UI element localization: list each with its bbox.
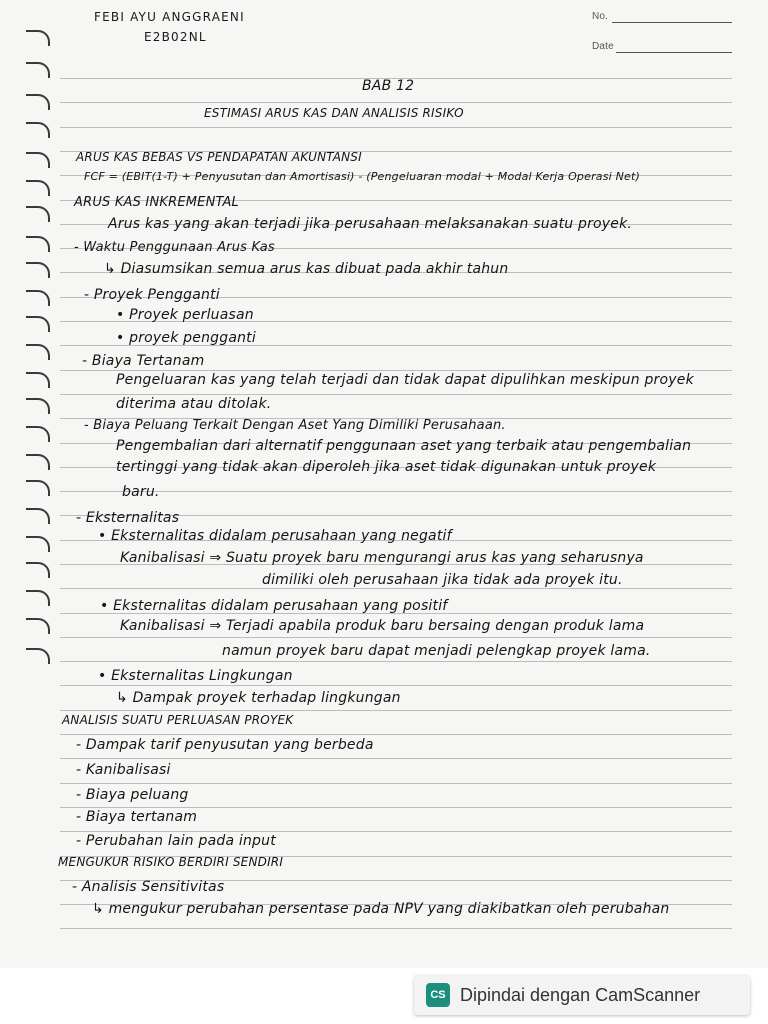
note-line: • Eksternalitas didalam perusahaan yang negatif — [98, 528, 452, 544]
note-line: • Proyek perluasan — [116, 307, 254, 323]
note-line: - Biaya Peluang Terkait Dengan Aset Yang Dimiliki Perusahaan. — [84, 418, 506, 433]
note-line: • Eksternalitas Lingkungan — [98, 668, 293, 684]
camscanner-watermark — [414, 975, 750, 1015]
note-line: tertinggi yang tidak akan diperoleh jika aset tidak digunakan untuk proyek — [116, 459, 657, 475]
binder-ring — [26, 398, 50, 414]
note-line: Pengembalian dari alternatif penggunaan aset yang terbaik atau pengembalian — [116, 438, 692, 454]
note-line: - Dampak tarif penyusutan yang berbeda — [76, 737, 374, 753]
ruled-line — [60, 127, 732, 128]
binder-ring — [26, 372, 50, 388]
note-line: ↳ mengukur perubahan persentase pada NPV yang diakibatkan oleh perubahan — [92, 901, 670, 917]
note-line: baru. — [122, 484, 160, 500]
note-line: - Biaya Tertanam — [82, 353, 205, 369]
note-line: Arus kas yang akan terjadi jika perusahaan melaksanakan suatu proyek. — [108, 216, 633, 232]
note-line: FCF = (EBIT(1-T) + Penyusutan dan Amortisasi) - (Pengeluaran modal + Modal Kerja Operasi Net) — [84, 170, 641, 183]
note-line: - Perubahan lain pada input — [76, 833, 276, 849]
note-line: namun proyek baru dapat menjadi pelengkap proyek lama. — [222, 643, 651, 659]
spiral-binding — [0, 0, 60, 968]
ruled-line — [60, 102, 732, 103]
binder-ring — [26, 152, 50, 168]
binder-ring — [26, 562, 50, 578]
note-line: Kanibalisasi ⇒ Terjadi apabila produk baru bersaing dengan produk lama — [120, 618, 645, 634]
note-line: ARUS KAS INKREMENTAL — [74, 195, 239, 210]
note-line: - Proyek Pengganti — [84, 287, 220, 303]
binder-ring — [26, 536, 50, 552]
student-name: FEBI AYU ANGGRAENI — [94, 10, 245, 24]
note-line: - Kanibalisasi — [76, 762, 171, 778]
binder-ring — [26, 454, 50, 470]
ruled-line — [60, 491, 732, 492]
note-line: - Biaya tertanam — [76, 809, 198, 825]
date-label: Date — [592, 41, 614, 52]
binder-ring — [26, 236, 50, 252]
note-line: ESTIMASI ARUS KAS DAN ANALISIS RISIKO — [204, 106, 464, 120]
ruled-line — [60, 831, 732, 832]
binder-ring — [26, 590, 50, 606]
ruled-line — [60, 661, 732, 662]
binder-ring — [26, 344, 50, 360]
note-line: - Waktu Penggunaan Arus Kas — [74, 240, 275, 255]
camscanner-label: Dipindai dengan CamScanner — [460, 984, 701, 1005]
note-line: ↳ Dampak proyek terhadap lingkungan — [116, 690, 401, 706]
ruled-line — [60, 710, 732, 711]
binder-ring — [26, 62, 50, 78]
ruled-line — [60, 807, 732, 808]
binder-ring — [26, 316, 50, 332]
note-line: MENGUKUR RISIKO BERDIRI SENDIRI — [58, 855, 284, 869]
ruled-line — [60, 637, 732, 638]
binder-ring — [26, 122, 50, 138]
binder-ring — [26, 30, 50, 46]
binder-ring — [26, 508, 50, 524]
binder-ring — [26, 262, 50, 278]
ruled-line — [60, 783, 732, 784]
note-line: Pengeluaran kas yang telah terjadi dan tidak dapat dipulihkan meskipun proyek — [116, 372, 694, 388]
binder-ring — [26, 480, 50, 496]
note-line: Kanibalisasi ⇒ Suatu proyek baru mengurangi arus kas yang seharusnya — [120, 550, 644, 566]
ruled-line — [60, 758, 732, 759]
note-line: dimiliki oleh perusahaan jika tidak ada proyek itu. — [262, 572, 623, 588]
note-line: - Analisis Sensitivitas — [72, 879, 225, 895]
note-line: - Biaya peluang — [76, 787, 189, 803]
no-label: No. — [592, 11, 609, 22]
note-line: ANALISIS SUATU PERLUASAN PROYEK — [62, 713, 294, 727]
binder-ring — [26, 94, 50, 110]
binder-ring — [26, 206, 50, 222]
note-line: BAB 12 — [362, 78, 415, 94]
note-line: ↳ Diasumsikan semua arus kas dibuat pada akhir tahun — [104, 261, 509, 277]
ruled-line — [60, 734, 732, 735]
date-underline — [616, 52, 732, 53]
camscanner-icon: CS — [426, 983, 450, 1007]
note-line: • Eksternalitas didalam perusahaan yang positif — [100, 598, 448, 614]
ruled-line — [60, 394, 732, 395]
binder-ring — [26, 648, 50, 664]
binder-ring — [26, 426, 50, 442]
note-line: diterima atau ditolak. — [116, 396, 272, 412]
ruled-line — [60, 370, 732, 371]
no-underline — [612, 22, 732, 23]
binder-ring — [26, 618, 50, 634]
ruled-line — [60, 685, 732, 686]
note-line: ARUS KAS BEBAS VS PENDAPATAN AKUNTANSI — [76, 150, 362, 164]
binder-ring — [26, 290, 50, 306]
ruled-line — [60, 588, 732, 589]
note-line: - Eksternalitas — [76, 510, 180, 526]
ruled-line — [60, 928, 732, 929]
note-line: • proyek pengganti — [116, 330, 256, 346]
class-code: E2B02NL — [144, 30, 207, 44]
binder-ring — [26, 180, 50, 196]
